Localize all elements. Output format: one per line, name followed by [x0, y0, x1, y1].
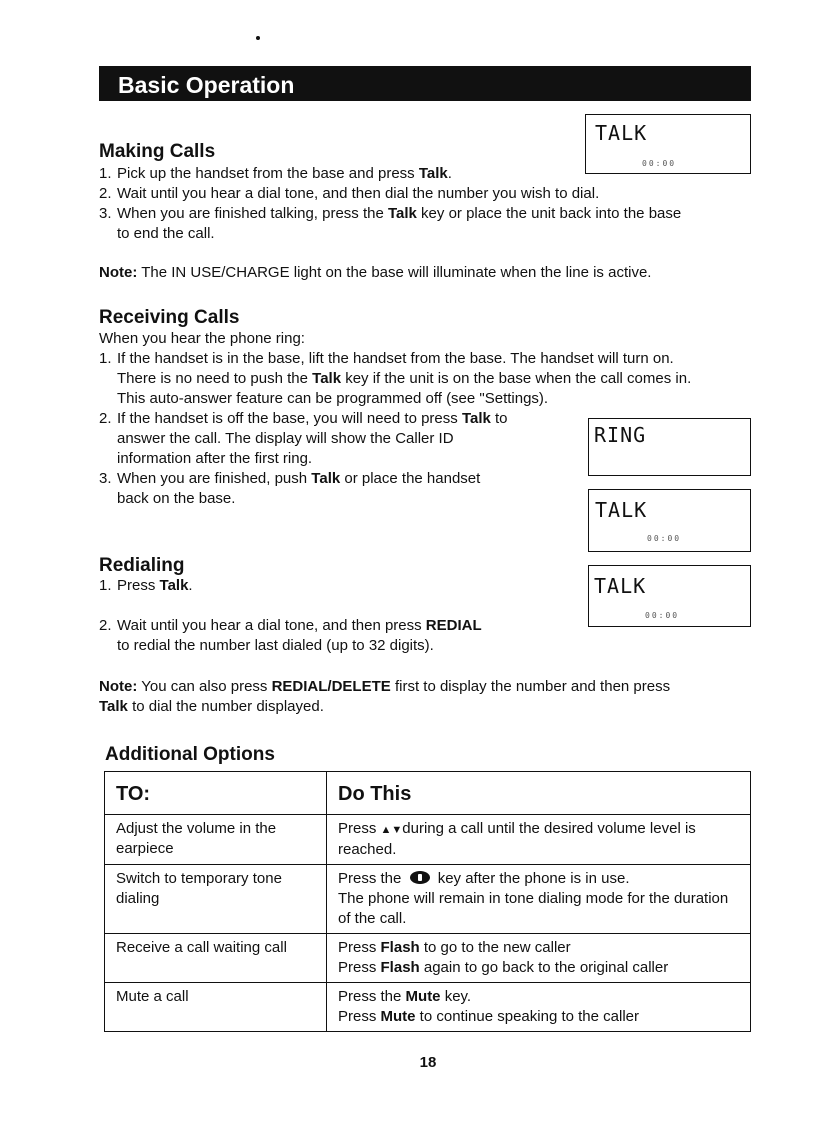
receiving-calls-intro: When you hear the phone ring:	[99, 330, 305, 347]
lcd-display-ring: RING	[588, 418, 751, 476]
table-row	[105, 865, 751, 934]
tone-key-icon	[410, 871, 430, 884]
making-calls-step-1: 1. Pick up the handset from the base and press Talk.	[99, 165, 452, 182]
receiving-calls-step-2-line-3: information after the first ring.	[117, 450, 313, 467]
lcd-display-talk-2: TALK 00:00	[588, 489, 751, 552]
receiving-calls-step-3-line-2: back on the base.	[117, 490, 236, 507]
stray-mark	[256, 36, 260, 40]
option-instruction: Press ▲▼during a call until the desired volume level is reached.	[327, 815, 751, 865]
making-calls-heading: Making Calls	[99, 141, 216, 162]
option-task: Receive a call waiting call	[105, 934, 327, 983]
option-task: Mute a call	[105, 983, 327, 1032]
receiving-calls-step-3: 3. When you are finished, push Talk or place the handset	[99, 470, 481, 487]
receiving-calls-step-1: 1. If the handset is in the base, lift the handset from the base. The handset will turn on.	[99, 350, 674, 367]
receiving-calls-step-2: 2. If the handset is off the base, you will need to press Talk to	[99, 410, 508, 427]
redialing-note: Note: You can also press REDIAL/DELETE first to display the number and then press	[99, 678, 671, 695]
table-header-row	[105, 772, 751, 815]
column-header-do-this: Do This	[327, 772, 751, 815]
option-instruction: Press the key after the phone is in use. The phone will remain in tone dialing mode for the duration of the call.	[327, 865, 751, 934]
additional-options-heading: Additional Options	[105, 744, 275, 765]
option-task: Adjust the volume in the earpiece	[105, 815, 327, 865]
redialing-step-2-cont: to redial the number last dialed (up to 32 digits).	[117, 637, 434, 654]
column-header-to: TO:	[105, 772, 327, 815]
receiving-calls-step-1-line-2: There is no need to push the Talk key if the unit is on the base when the call comes in.	[117, 370, 692, 387]
redialing-note-cont: Talk to dial the number displayed.	[99, 698, 324, 715]
page-title: Basic Operation	[118, 72, 295, 98]
making-calls-step-3-cont: to end the call.	[117, 225, 215, 242]
redialing-heading: Redialing	[99, 555, 185, 576]
page-number: 18	[419, 1054, 437, 1071]
making-calls-step-3: 3. When you are finished talking, press the Talk key or place the unit back into the base	[99, 205, 682, 222]
receiving-calls-step-2-line-2: answer the call. The display will show the Caller ID	[117, 430, 454, 447]
receiving-calls-step-1-line-3: This auto-answer feature can be programmed off (see "Settings).	[117, 390, 549, 407]
making-calls-note: Note: The IN USE/CHARGE light on the base will illuminate when the line is active.	[99, 264, 652, 281]
table-row	[105, 815, 751, 865]
options-table	[104, 771, 751, 1032]
option-task: Switch to temporary tone dialing	[105, 865, 327, 934]
table-row	[105, 934, 751, 983]
redialing-step-2: 2. Wait until you hear a dial tone, and then press REDIAL	[99, 617, 482, 634]
table-row	[105, 983, 751, 1032]
option-instruction: Press the Mute key. Press Mute to continue speaking to the caller	[327, 983, 751, 1032]
lcd-display-talk-3: TALK 00:00	[588, 565, 751, 627]
option-instruction: Press Flash to go to the new caller Press Flash again to go back to the original caller	[327, 934, 751, 983]
redialing-step-1: 1. Press Talk.	[99, 577, 193, 594]
receiving-calls-heading: Receiving Calls	[99, 307, 240, 328]
lcd-display-talk-1: TALK 00:00	[585, 114, 751, 174]
making-calls-step-2: 2. Wait until you hear a dial tone, and then dial the number you wish to dial.	[99, 185, 600, 202]
up-down-arrow-icon: ▲▼	[380, 824, 403, 836]
